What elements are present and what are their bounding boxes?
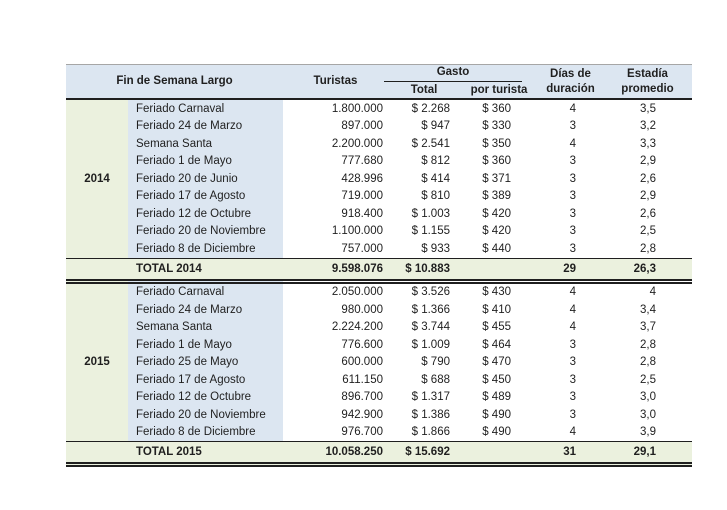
gasto-total-cell: $ 1.009 [411,338,450,351]
gasto-total-cell: $ 688 [421,373,450,386]
estadia-promedio-cell: 3,2 [640,120,656,133]
estadia-promedio-cell: 2,5 [640,225,656,238]
total-row-year-spacer [66,258,128,281]
dias-duracion-cell: 4 [569,426,576,439]
gasto-por-turista-cell: $ 440 [482,242,511,255]
gasto-total-cell: $ 1.003 [411,207,450,220]
turistas-cell: 611.150 [342,373,383,386]
holiday-name-cell: Feriado Carnaval [128,281,283,301]
gasto-total-cell: $ 414 [421,172,450,185]
estadia-promedio-cell: 3,0 [640,408,656,421]
estadia-promedio-cell: 3,9 [640,426,656,439]
estadia-promedio-cell: 4 [649,286,656,299]
table-row [66,188,692,206]
turistas-cell: 2.200.000 [331,137,383,150]
estadia-promedio-cell: 2,8 [640,242,656,255]
header-gasto-total: Total [388,82,460,99]
table-row [66,170,692,188]
dias-duracion-cell: 3 [569,242,576,255]
table-row [66,354,692,372]
gasto-total-cell: $ 947 [421,120,450,133]
table-header [66,65,692,100]
total-row-year-spacer [66,442,128,465]
header-dias-de-duracion: Días de duración [538,65,603,100]
dias-duracion-cell: 3 [569,338,576,351]
gasto-por-turista-cell: $ 420 [482,207,511,220]
total-dias-cell: 29 [538,258,603,281]
gasto-total-cell: $ 2.268 [411,102,450,115]
holiday-name-cell: Feriado 24 de Marzo [128,301,283,319]
gasto-por-turista-cell: $ 420 [482,225,511,238]
gasto-por-turista-cell: $ 330 [482,120,511,133]
gasto-total-cell: $ 1.386 [411,408,450,421]
table-row [66,205,692,223]
table-row [66,336,692,354]
gasto-total-cell: $ 2.541 [411,137,450,150]
holiday-name-cell: Semana Santa [128,319,283,337]
holiday-name-cell: Semana Santa [128,135,283,153]
gasto-por-turista-cell: $ 450 [482,373,511,386]
gasto-total-cell: $ 812 [421,155,450,168]
dias-duracion-cell: 3 [569,356,576,369]
total-dias-cell: 31 [538,442,603,465]
dias-duracion-cell: 4 [569,137,576,150]
holiday-name-cell: Feriado 8 de Diciembre [128,424,283,442]
table-row [66,240,692,258]
estadia-promedio-cell: 3,5 [640,102,656,115]
turistas-cell: 1.100.000 [331,225,383,238]
gasto-total-cell: $ 1.866 [411,426,450,439]
dias-duracion-cell: 3 [569,120,576,133]
gasto-total-cell: $ 3.526 [411,286,450,299]
holiday-name-cell: Feriado Carnaval [128,99,283,118]
gasto-por-turista-cell: $ 490 [482,408,511,421]
holiday-name-cell: Feriado 17 de Agosto [128,371,283,389]
header-gasto-group: Gasto [388,65,538,83]
table-row [66,281,692,301]
holiday-name-cell: Feriado 25 de Mayo [128,354,283,372]
gasto-por-turista-cell: $ 470 [482,356,511,369]
gasto-total-cell: $ 3.744 [411,321,450,334]
gasto-por-turista-cell: $ 489 [482,391,511,404]
turistas-cell: 896.700 [341,391,383,404]
gasto-total-cell: $ 1.155 [411,225,450,238]
turistas-cell: 1.800.000 [331,102,383,115]
holiday-name-cell: Feriado 17 de Agosto [128,188,283,206]
turistas-cell: 2.050.000 [331,286,383,299]
gasto-por-turista-cell: $ 350 [482,137,511,150]
dias-duracion-cell: 4 [569,321,576,334]
turistas-cell: 2.224.200 [331,321,383,334]
table-row [66,301,692,319]
header-turistas: Turistas [283,65,388,100]
table-row [66,223,692,241]
dias-duracion-cell: 3 [569,190,576,203]
estadia-promedio-cell: 2,6 [640,172,656,185]
dias-duracion-cell: 3 [569,373,576,386]
estadia-promedio-cell: 2,8 [640,338,656,351]
gasto-por-turista-cell: $ 455 [482,321,511,334]
turistas-cell: 918.400 [341,207,383,220]
dias-duracion-cell: 3 [569,391,576,404]
holiday-name-cell: Feriado 1 de Mayo [128,153,283,171]
gasto-por-turista-cell: $ 464 [482,338,511,351]
gasto-por-turista-cell: $ 389 [482,190,511,203]
dias-duracion-cell: 4 [569,102,576,115]
gasto-total-cell: $ 1.317 [411,391,450,404]
holiday-name-cell: Feriado 12 de Octubre [128,389,283,407]
gasto-por-turista-cell: $ 360 [482,155,511,168]
gasto-total-cell: $ 790 [421,356,450,369]
estadia-promedio-cell: 2,6 [640,207,656,220]
holiday-name-cell: Feriado 8 de Diciembre [128,240,283,258]
dias-duracion-cell: 4 [569,303,576,316]
holiday-name-cell: Feriado 20 de Junio [128,170,283,188]
year-label-2014: 2014 [66,99,128,258]
turistas-cell: 428.996 [341,172,383,185]
gasto-por-turista-cell: $ 410 [482,303,511,316]
gasto-por-turista-cell: $ 490 [482,426,511,439]
dias-duracion-cell: 3 [569,225,576,238]
estadia-promedio-cell: 2,9 [640,155,656,168]
dias-duracion-cell: 3 [569,207,576,220]
gasto-por-turista-cell: $ 371 [482,172,511,185]
holiday-name-cell: Feriado 24 de Marzo [128,118,283,136]
dias-duracion-cell: 3 [569,155,576,168]
turistas-cell: 600.000 [341,356,383,369]
gasto-total-cell: $ 1.366 [411,303,450,316]
estadia-promedio-cell: 3,7 [640,321,656,334]
total-label: TOTAL 2015 [128,442,283,465]
total-promedio-cell: 26,3 [603,258,692,281]
table-row [66,118,692,136]
table-row [66,371,692,389]
turistas-cell: 976.700 [341,426,383,439]
estadia-promedio-cell: 2,5 [640,373,656,386]
holiday-name-cell: Feriado 1 de Mayo [128,336,283,354]
turistas-cell: 980.000 [341,303,383,316]
total-por-turista-cell [460,442,538,465]
dias-duracion-cell: 3 [569,408,576,421]
table-row [66,319,692,337]
total-promedio-cell: 29,1 [603,442,692,465]
holiday-name-cell: Feriado 12 de Octubre [128,205,283,223]
table-row [66,424,692,442]
estadia-promedio-cell: 3,3 [640,137,656,150]
turistas-cell: 942.900 [341,408,383,421]
total-turistas-cell: 9.598.076 [283,258,388,281]
turistas-cell: 757.000 [341,242,383,255]
header-gasto-por-turista: por turista [460,82,538,99]
table-row [66,153,692,171]
holiday-name-cell: Feriado 20 de Noviembre [128,223,283,241]
total-turistas-cell: 10.058.250 [283,442,388,465]
estadia-promedio-cell: 3,0 [640,391,656,404]
table-row [66,389,692,407]
gasto-por-turista-cell: $ 430 [482,286,511,299]
long-weekend-tourism-table [66,64,692,467]
header-estadia-promedio: Estadía promedio [603,65,692,100]
long-weekend-tourism-table-wrapper [66,64,692,467]
total-row-2015 [66,442,692,465]
total-label: TOTAL 2014 [128,258,283,281]
turistas-cell: 776.600 [341,338,383,351]
gasto-total-cell: $ 933 [421,242,450,255]
gasto-total-cell: $ 810 [421,190,450,203]
table-body [66,99,692,465]
estadia-promedio-cell: 2,8 [640,356,656,369]
table-row [66,99,692,118]
table-row [66,406,692,424]
gasto-por-turista-cell: $ 360 [482,102,511,115]
turistas-cell: 719.000 [341,190,383,203]
turistas-cell: 777.680 [341,155,383,168]
table-row [66,135,692,153]
total-row-2014 [66,258,692,281]
dias-duracion-cell: 4 [569,286,576,299]
total-gasto-cell: $ 15.692 [388,442,460,465]
holiday-name-cell: Feriado 20 de Noviembre [128,406,283,424]
header-fin-de-semana-largo: Fin de Semana Largo [66,65,283,100]
year-label-2015: 2015 [66,281,128,442]
estadia-promedio-cell: 3,4 [640,303,656,316]
estadia-promedio-cell: 2,9 [640,190,656,203]
total-por-turista-cell [460,258,538,281]
turistas-cell: 897.000 [341,120,383,133]
dias-duracion-cell: 3 [569,172,576,185]
total-gasto-cell: $ 10.883 [388,258,460,281]
